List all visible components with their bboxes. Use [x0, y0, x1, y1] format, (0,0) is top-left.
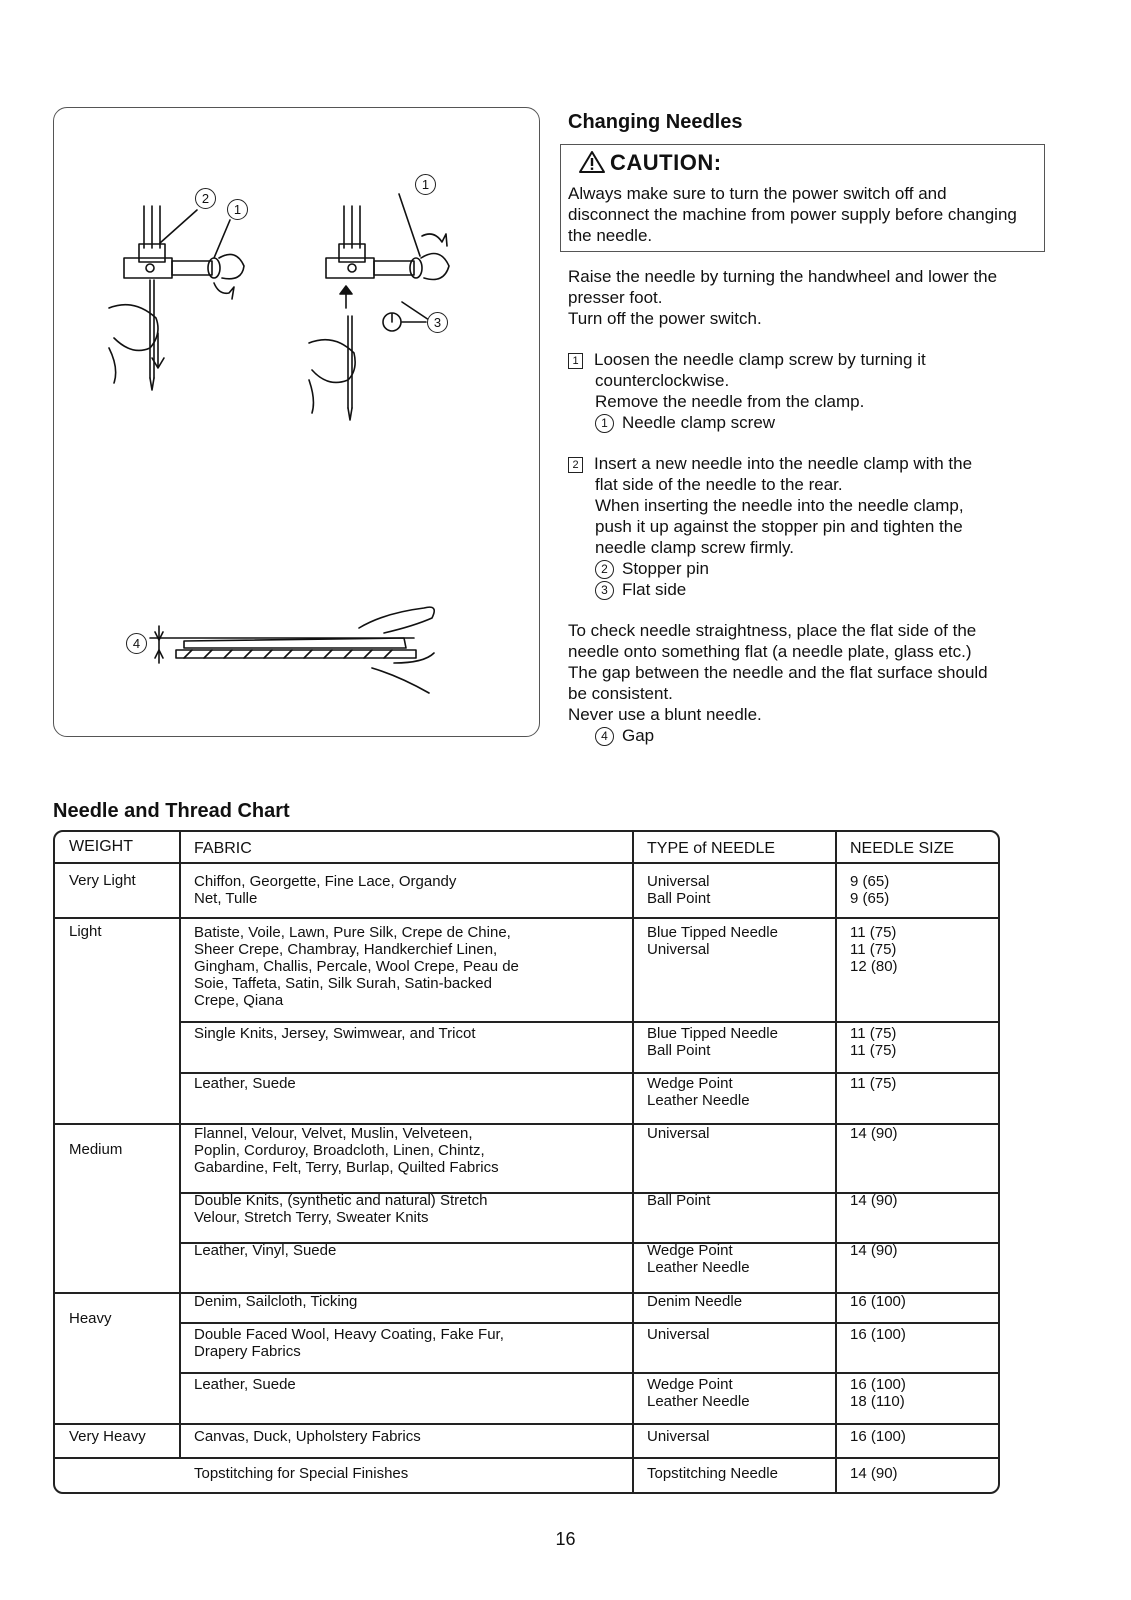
table-cell-size: 14 (90) — [850, 1192, 898, 1209]
table-cell-size: 14 (90) — [850, 1465, 898, 1482]
table-cell-size: 11 (75) — [850, 1075, 897, 1092]
table-cell-fabric: Single Knits, Jersey, Swimwear, and Tricot — [194, 1025, 476, 1042]
page-number: 16 — [555, 1529, 576, 1549]
ref-3-marker: 3 — [595, 581, 614, 600]
table-cell-size: 11 (75) 11 (75) — [850, 1025, 897, 1059]
check-line: be consistent. — [568, 684, 673, 703]
table-cell-size: 16 (100) — [850, 1326, 906, 1343]
step-2-line: flat side of the needle to the rear. — [595, 475, 843, 494]
step-2-line: Insert a new needle into the needle clamp with the — [594, 454, 973, 473]
check-line: needle onto something flat (a needle plate, glass etc.) — [568, 642, 972, 661]
ref-1-label: Needle clamp screw — [622, 413, 776, 432]
check-line: Never use a blunt needle. — [568, 705, 762, 724]
table-cell-type: Wedge Point Leather Needle — [647, 1242, 750, 1276]
callout-1-right: 1 — [415, 174, 436, 195]
table-cell-fabric: Leather, Suede — [194, 1075, 296, 1092]
step-2-line: When inserting the needle into the needle clamp, — [595, 496, 964, 515]
ref-2-label: Stopper pin — [622, 559, 709, 578]
callout-3-right: 3 — [427, 312, 448, 333]
ref-4-label: Gap — [622, 726, 655, 745]
table-cell-fabric: Flannel, Velour, Velvet, Muslin, Velveteen, Poplin, Corduroy, Broadcloth, Linen, Chintz, Gabardine, Felt, Terry, Burlap, Quilted Fabrics — [194, 1125, 499, 1176]
table-cell-type: Denim Needle — [647, 1293, 743, 1310]
caution-heading — [578, 150, 722, 176]
caution-label: CAUTION: — [610, 150, 722, 175]
weight-heavy: Heavy — [69, 1310, 112, 1327]
step-2 — [568, 453, 972, 600]
step-1-number: 1 — [568, 353, 583, 369]
callout-1-left: 1 — [227, 199, 248, 220]
changing-needles-title: Changing Needles — [568, 111, 743, 133]
table-cell-size: 9 (65) 9 (65) — [850, 873, 890, 907]
table-cell-fabric: Double Knits, (synthetic and natural) Stretch Velour, Stretch Terry, Sweater Knits — [194, 1192, 488, 1226]
table-cell-fabric: Batiste, Voile, Lawn, Pure Silk, Crepe de Chine, Sheer Crepe, Chambray, Handkerchief Linen, Gingham, Challis, Percale, Wool Crepe, Peau de Soie, Taffeta, Satin, Silk Surah, Satin-backed Crepe, Qiana — [194, 924, 519, 1009]
illustration-panel — [53, 107, 540, 737]
table-cell-fabric: Topstitching for Special Finishes — [194, 1465, 409, 1482]
table-cell-type: Blue Tipped Needle Universal — [647, 924, 778, 958]
table-cell-size: 16 (100) — [850, 1428, 906, 1445]
header-type: TYPE of NEEDLE — [647, 840, 776, 857]
header-fabric: FABRIC — [194, 840, 252, 857]
intro-paragraph — [568, 266, 997, 329]
table-cell-type: Blue Tipped Needle Ball Point — [647, 1025, 778, 1059]
intro-line: Turn off the power switch. — [568, 309, 762, 328]
ref-4-marker: 4 — [595, 727, 614, 746]
weight-medium: Medium — [69, 1141, 123, 1158]
table-cell-fabric: Denim, Sailcloth, Ticking — [194, 1293, 358, 1310]
warning-icon — [578, 150, 606, 174]
table-cell-type: Universal Ball Point — [647, 873, 711, 907]
step-2-number: 2 — [568, 457, 583, 473]
ref-3-label: Flat side — [622, 580, 687, 599]
step-2-line: needle clamp screw firmly. — [595, 538, 795, 557]
step-1-line: Remove the needle from the clamp. — [595, 392, 865, 411]
check-paragraph — [568, 620, 988, 746]
weight-very-light: Very Light — [69, 872, 136, 889]
step-1-line: Loosen the needle clamp screw by turning it — [594, 350, 926, 369]
check-line: The gap between the needle and the flat surface should — [568, 663, 988, 682]
table-cell-size: 16 (100) 18 (110) — [850, 1376, 906, 1410]
table-cell-size: 11 (75) 11 (75) 12 (80) — [850, 924, 898, 975]
table-cell-type: Wedge Point Leather Needle — [647, 1075, 750, 1109]
check-line: To check needle straightness, place the flat side of the — [568, 621, 977, 640]
table-cell-type: Ball Point — [647, 1192, 711, 1209]
table-cell-size: 14 (90) — [850, 1125, 898, 1142]
callout-2-left: 2 — [195, 188, 216, 209]
header-size: NEEDLE SIZE — [850, 840, 955, 857]
table-cell-type: Topstitching Needle — [647, 1465, 778, 1482]
table-cell-fabric: Double Faced Wool, Heavy Coating, Fake Fur, Drapery Fabrics — [194, 1326, 504, 1360]
caution-text: Always make sure to turn the power switch off and disconnect the machine from power supply before changing the needle. — [568, 184, 1017, 245]
step-1 — [568, 349, 926, 433]
chart-title: Needle and Thread Chart — [53, 800, 290, 822]
intro-line: Raise the needle by turning the handwheel and lower the — [568, 267, 998, 286]
weight-very-heavy: Very Heavy — [69, 1428, 146, 1445]
step-1-line: counterclockwise. — [595, 371, 730, 390]
step-2-line: push it up against the stopper pin and tighten the — [595, 517, 963, 536]
table-cell-size: 14 (90) — [850, 1242, 898, 1259]
needle-thread-table — [53, 830, 1000, 1494]
table-cell-type: Universal — [647, 1125, 710, 1142]
weight-light: Light — [69, 923, 102, 940]
callout-4-gap: 4 — [126, 633, 147, 654]
table-cell-type: Universal — [647, 1326, 710, 1343]
table-cell-fabric: Chiffon, Georgette, Fine Lace, Organdy Net, Tulle — [194, 873, 457, 907]
table-cell-type: Universal — [647, 1428, 710, 1445]
ref-2-marker: 2 — [595, 560, 614, 579]
intro-line: presser foot. — [568, 288, 663, 307]
table-cell-fabric: Canvas, Duck, Upholstery Fabrics — [194, 1428, 421, 1445]
table-cell-fabric: Leather, Vinyl, Suede — [194, 1242, 337, 1259]
header-weight: WEIGHT — [69, 838, 133, 855]
table-cell-size: 16 (100) — [850, 1293, 906, 1310]
table-cell-type: Wedge Point Leather Needle — [647, 1376, 750, 1410]
table-cell-fabric: Leather, Suede — [194, 1376, 296, 1393]
ref-1-marker: 1 — [595, 414, 614, 433]
